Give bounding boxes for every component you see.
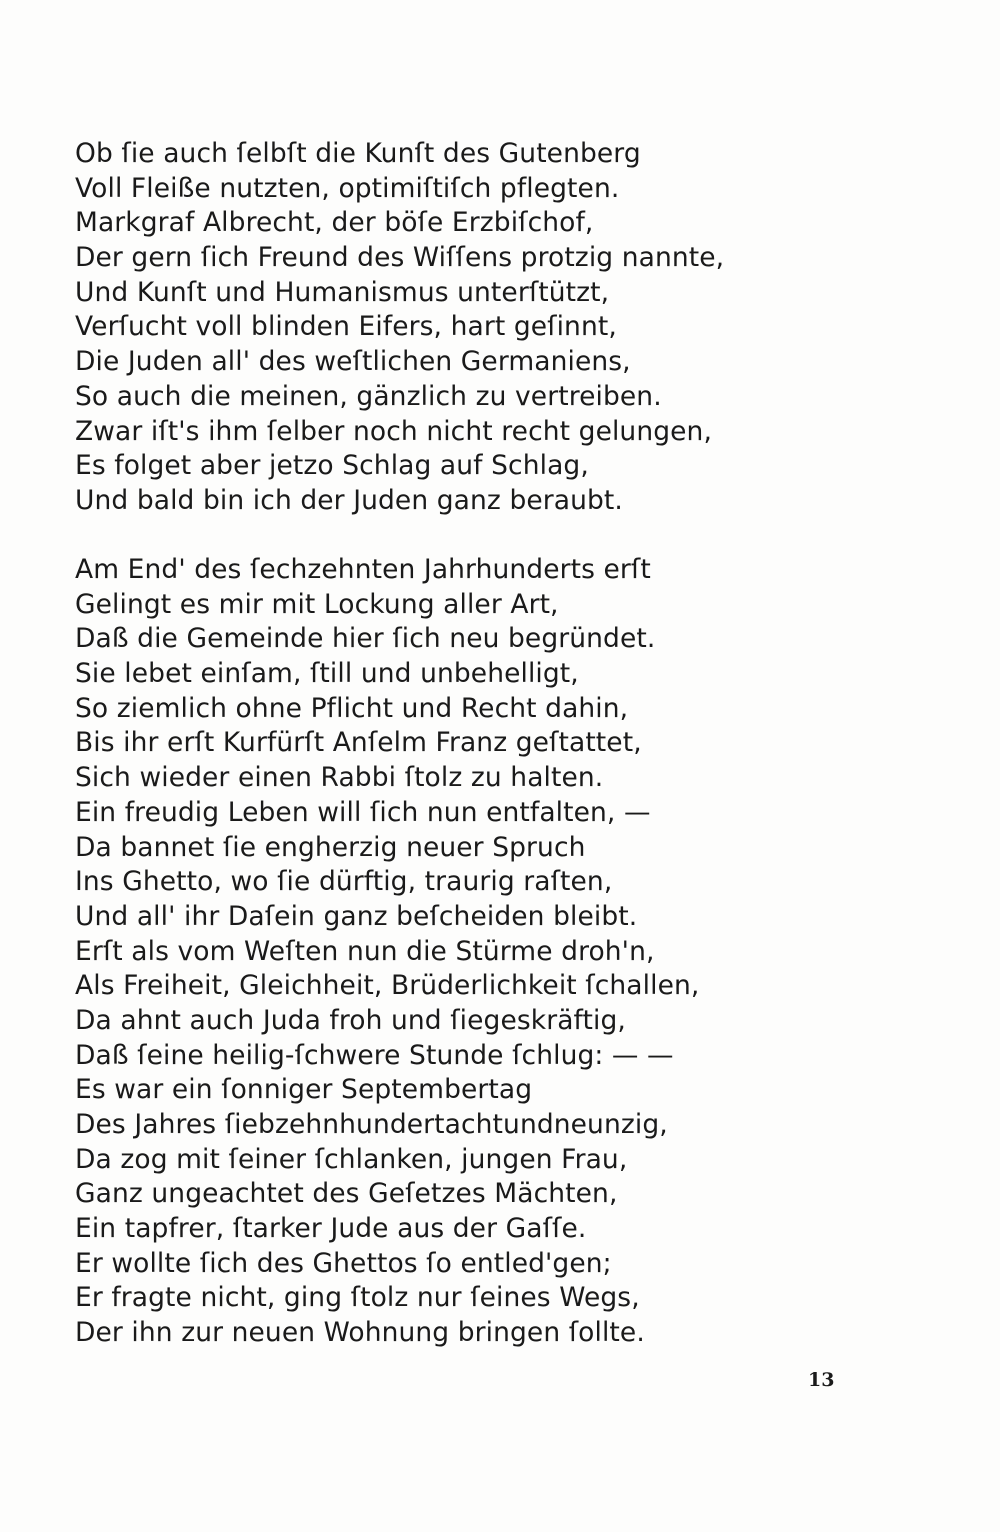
- poem-line: Erſt als vom Weſten nun die Stürme droh'n,: [75, 935, 655, 967]
- poem-line: So ziemlich ohne Pflicht und Recht dahin,: [75, 692, 629, 724]
- poem-line: So auch die meinen, gänzlich zu vertreiben.: [75, 380, 662, 412]
- poem-line: Ein tapfrer, ſtarker Jude aus der Gaſſe.: [75, 1213, 587, 1245]
- poem-line: Daß die Gemeinde hier ſich neu begründet.: [75, 623, 656, 655]
- poem-line: Am End' des ſechzehnten Jahrhunderts erſt: [75, 554, 651, 585]
- poem-line: Er wollte ſich des Ghettos ſo entled'gen;: [75, 1247, 612, 1279]
- poem-line: Er fragte nicht, ging ſtolz nur ſeines Wegs,: [75, 1282, 640, 1314]
- poem-line: Ganz ungeachtet des Geſetzes Mächten,: [75, 1178, 618, 1210]
- poem-line: Der ihn zur neuen Wohnung bringen ſollte.: [75, 1317, 645, 1349]
- poem-line: Daß ſeine heilig-ſchwere Stunde ſchlug: — —: [75, 1039, 674, 1071]
- poem-line: Gelingt es mir mit Lockung aller Art,: [75, 588, 559, 620]
- poem-line: Sie lebet einſam, ſtill und unbehelligt,: [75, 658, 579, 690]
- poem-line: Ein freudig Leben will ſich nun entfalten, —: [75, 796, 651, 828]
- poem-line: Markgraf Albrecht, der böſe Erzbiſchof,: [75, 207, 594, 239]
- poem-line: Da ahnt auch Juda froh und ſiegeskräftig,: [75, 1004, 626, 1036]
- poem-line: Da zog mit ſeiner ſchlanken, jungen Frau,: [75, 1143, 628, 1175]
- poem-line: Bis ihr erſt Kurfürſt Anſelm Franz geſtattet,: [75, 727, 642, 759]
- poem-line: Der gern ſich Freund des Wiſſens protzig nannte,: [75, 242, 725, 274]
- poem-line: Als Freiheit, Gleichheit, Brüderlichkeit ſchallen,: [75, 970, 700, 1002]
- poem-line: Ins Ghetto, wo ſie dürftig, traurig raſten,: [75, 866, 613, 898]
- poem-line: Es folget aber jetzo Schlag auf Schlag,: [75, 450, 589, 482]
- poem-line: Des Jahres ſiebzehnhundertachtundneunzig,: [75, 1109, 668, 1140]
- poem-line: Da bannet ſie engherzig neuer Spruch: [75, 831, 586, 863]
- poem-line: Es war ein ſonniger Septembertag: [75, 1074, 533, 1106]
- poem-line: Und bald bin ich der Juden ganz beraubt.: [75, 484, 623, 516]
- poem-line: Und all' ihr Daſein ganz beſcheiden bleibt.: [75, 900, 638, 932]
- poem-line: Voll Fleiße nutzten, optimiſtiſch pflegten.: [75, 172, 620, 204]
- stanza-2: [75, 553, 795, 1351]
- poem-line: Sich wieder einen Rabbi ſtolz zu halten.: [75, 762, 604, 794]
- poem-line: Zwar iſt's ihm ſelber noch nicht recht gelungen,: [75, 415, 712, 447]
- poem-line: Ob ſie auch ſelbſt die Kunſt des Gutenberg: [75, 138, 641, 169]
- poem-line: Verſucht voll blinden Eifers, hart geſinnt,: [75, 311, 617, 343]
- poem-line: Und Kunſt und Humanismus unterſtützt,: [75, 276, 610, 308]
- poem-line: Die Juden all' des weſtlichen Germaniens,: [75, 346, 631, 378]
- page-number: 13: [808, 1369, 835, 1391]
- stanza-1: [75, 137, 795, 519]
